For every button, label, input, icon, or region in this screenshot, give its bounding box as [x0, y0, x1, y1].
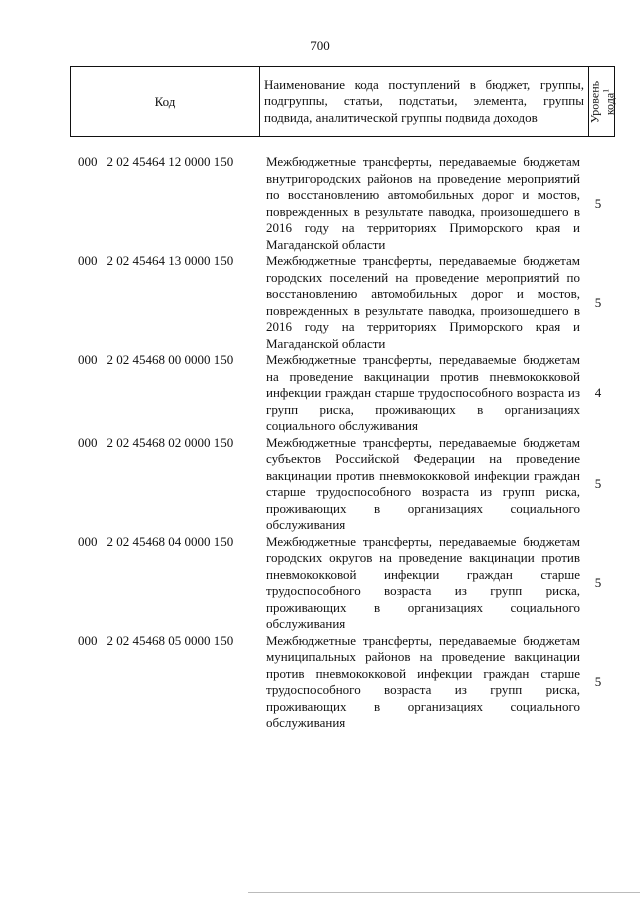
row-name: Межбюджетные трансферты, передаваемые бюджетам городских округов на проведение вакцинации против пневмококковой инфекции граждан старше трудоспособного возраста из групп риска, проживающих в организациях социального обслуживания	[266, 533, 580, 631]
row-revenue-code: 2 02 45464 12 0000 150	[106, 154, 234, 169]
table-row	[0, 154, 640, 253]
header-level-line2: кода	[602, 92, 616, 115]
header-level-cell	[589, 67, 615, 137]
row-level: 4	[594, 385, 602, 400]
row-revenue-code: 2 02 45468 00 0000 150	[106, 352, 234, 367]
row-level: 5	[594, 294, 602, 310]
row-name: Межбюджетные трансферты, передаваемые бюджетам на проведение вакцинации против пневмококковой инфекции граждан старше трудоспособного возраста из групп риска, проживающих в организациях социального обслуживания	[266, 352, 580, 433]
row-revenue-code: 2 02 45464 13 0000 150	[106, 253, 234, 268]
page-bottom-rule	[248, 892, 640, 893]
row-name: Межбюджетные трансферты, передаваемые бюджетам субъектов Российской Федерации на проведение вакцинации против пневмококковой инфекции граждан старше трудоспособного возраста из групп риска, проживающих в организациях социального обслуживания	[266, 434, 580, 532]
table-row	[0, 253, 640, 352]
table-row	[0, 435, 640, 534]
row-name: Межбюджетные трансферты, передаваемые бюджетам внутригородских районов на проведение мероприятий по восстановлению автомобильных дорог и мостов, поврежденных в результате паводка, произошедшего в 2016 году на территориях Приморского края и Магаданской области	[266, 154, 580, 252]
row-code	[78, 534, 233, 551]
row-level: 5	[594, 574, 602, 590]
row-code	[78, 352, 233, 369]
row-revenue-code: 2 02 45468 04 0000 150	[106, 533, 234, 549]
table-row	[0, 633, 640, 732]
row-code	[78, 435, 233, 452]
header-code-cell: Код	[71, 67, 260, 137]
header-name-cell: Наименование кода поступлений в бюджет, группы, подгруппы, статьи, подстатьи, элемента, группы подвида, аналитической группы подвида доходов	[260, 67, 589, 137]
row-admin-code: 000	[78, 154, 98, 169]
table-row	[0, 534, 640, 633]
row-level: 5	[594, 673, 602, 689]
row-revenue-code: 2 02 45468 05 0000 150	[106, 632, 234, 648]
row-code	[78, 154, 233, 171]
header-level-footnote: 1	[601, 88, 610, 93]
row-admin-code: 000	[78, 632, 98, 648]
row-admin-code: 000	[78, 352, 98, 367]
table-header	[70, 66, 615, 137]
table-row	[0, 352, 640, 435]
row-level: 5	[594, 195, 602, 211]
row-name: Межбюджетные трансферты, передаваемые бюджетам городских поселений на проведение мероприятий по восстановлению автомобильных дорог и мостов, поврежденных в результате паводка, произошедшего в 2016 году на территориях Приморского края и Магаданской области	[266, 253, 580, 351]
header-level-line1: Уровень	[587, 80, 601, 123]
row-code	[78, 633, 233, 650]
row-admin-code: 000	[78, 253, 98, 268]
header-level-label	[588, 80, 615, 122]
row-admin-code: 000	[78, 533, 98, 549]
row-revenue-code: 2 02 45468 02 0000 150	[106, 434, 234, 450]
row-level: 5	[594, 475, 602, 491]
row-code	[78, 253, 233, 270]
row-admin-code: 000	[78, 434, 98, 450]
row-name: Межбюджетные трансферты, передаваемые бюджетам муниципальных районов на проведение вакцинации против пневмококковой инфекции граждан старше трудоспособного возраста из групп риска, проживающих в организациях социального обслуживания	[266, 632, 580, 730]
page-number: 700	[310, 38, 330, 53]
code-list	[0, 154, 640, 732]
